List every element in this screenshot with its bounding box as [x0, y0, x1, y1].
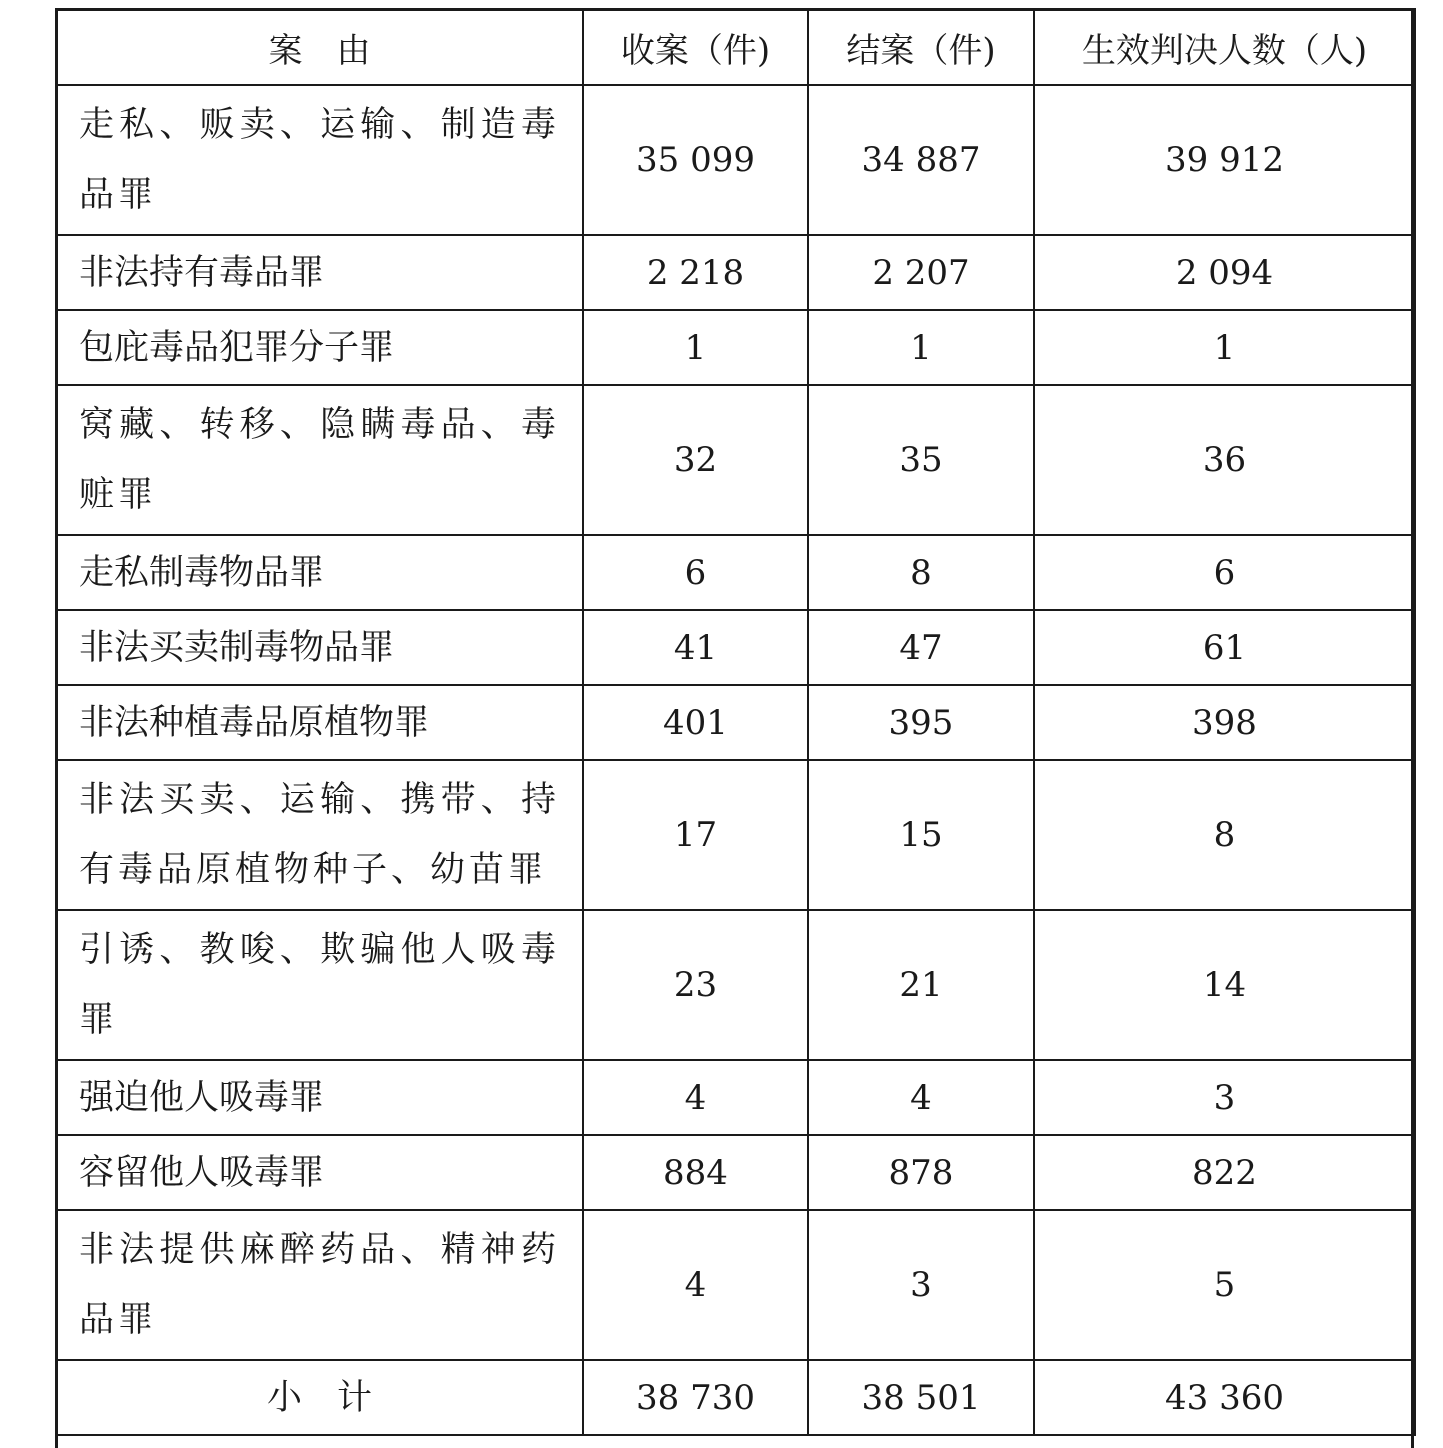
- received-cell: 401: [583, 685, 808, 760]
- header-persons: 生效判决人数（人): [1034, 9, 1415, 85]
- cause-cell: 窝藏、转移、隐瞒毒品、毒赃罪: [56, 385, 583, 535]
- received-cell: 4: [583, 1060, 808, 1135]
- cause-cell: 非法买卖制毒物品罪: [56, 610, 583, 685]
- closed-cell: 35: [808, 385, 1034, 535]
- closed-cell: 878: [808, 1135, 1034, 1210]
- subtotal-persons: 43 360: [1034, 1360, 1415, 1435]
- closed-cell: 15: [808, 760, 1034, 910]
- persons-cell: 398: [1034, 685, 1415, 760]
- persons-cell: 14: [1034, 910, 1415, 1060]
- closed-cell: 4: [808, 1060, 1034, 1135]
- received-cell: 35 099: [583, 85, 808, 235]
- received-cell: 32: [583, 385, 808, 535]
- cause-cell: 非法持有毒品罪: [56, 235, 583, 310]
- cause-cell: 非法种植毒品原植物罪: [56, 685, 583, 760]
- persons-cell: 39 912: [1034, 85, 1415, 235]
- cause-cell: 强迫他人吸毒罪: [56, 1060, 583, 1135]
- subtotal-received: 38 730: [583, 1360, 808, 1435]
- header-cause-label: 案 由: [268, 30, 371, 71]
- persons-cell: 3: [1034, 1060, 1415, 1135]
- persons-cell: 61: [1034, 610, 1415, 685]
- closed-cell: 21: [808, 910, 1034, 1060]
- cause-cell: 非法提供麻醉药品、精神药品罪: [56, 1210, 583, 1360]
- cause-cell: 走私制毒物品罪: [56, 535, 583, 610]
- received-cell: 884: [583, 1135, 808, 1210]
- closed-cell: 3: [808, 1210, 1034, 1360]
- received-cell: 23: [583, 910, 808, 1060]
- cause-cell: 引诱、教唆、欺骗他人吸毒罪: [56, 910, 583, 1060]
- persons-cell: 8: [1034, 760, 1415, 910]
- table-outer-frame: [55, 8, 1414, 1448]
- persons-cell: 6: [1034, 535, 1415, 610]
- closed-cell: 395: [808, 685, 1034, 760]
- cause-cell: 包庇毒品犯罪分子罪: [56, 310, 583, 385]
- received-cell: 6: [583, 535, 808, 610]
- closed-cell: 8: [808, 535, 1034, 610]
- received-cell: 41: [583, 610, 808, 685]
- received-cell: 4: [583, 1210, 808, 1360]
- persons-cell: 1: [1034, 310, 1415, 385]
- closed-cell: 47: [808, 610, 1034, 685]
- received-cell: 2 218: [583, 235, 808, 310]
- received-cell: 17: [583, 760, 808, 910]
- cause-cell: 走私、贩卖、运输、制造毒品罪: [56, 85, 583, 235]
- received-cell: 1: [583, 310, 808, 385]
- header-received: 收案（件): [583, 9, 808, 85]
- subtotal-closed: 38 501: [808, 1360, 1034, 1435]
- closed-cell: 2 207: [808, 235, 1034, 310]
- persons-cell: 36: [1034, 385, 1415, 535]
- subtotal-label: 小 计: [266, 1377, 372, 1418]
- cause-cell: 容留他人吸毒罪: [56, 1135, 583, 1210]
- closed-cell: 1: [808, 310, 1034, 385]
- persons-cell: 2 094: [1034, 235, 1415, 310]
- persons-cell: 822: [1034, 1135, 1415, 1210]
- persons-cell: 5: [1034, 1210, 1415, 1360]
- cause-cell: 非法买卖、运输、携带、持有毒品原植物种子、幼苗罪: [56, 760, 583, 910]
- header-closed: 结案（件): [808, 9, 1034, 85]
- closed-cell: 34 887: [808, 85, 1034, 235]
